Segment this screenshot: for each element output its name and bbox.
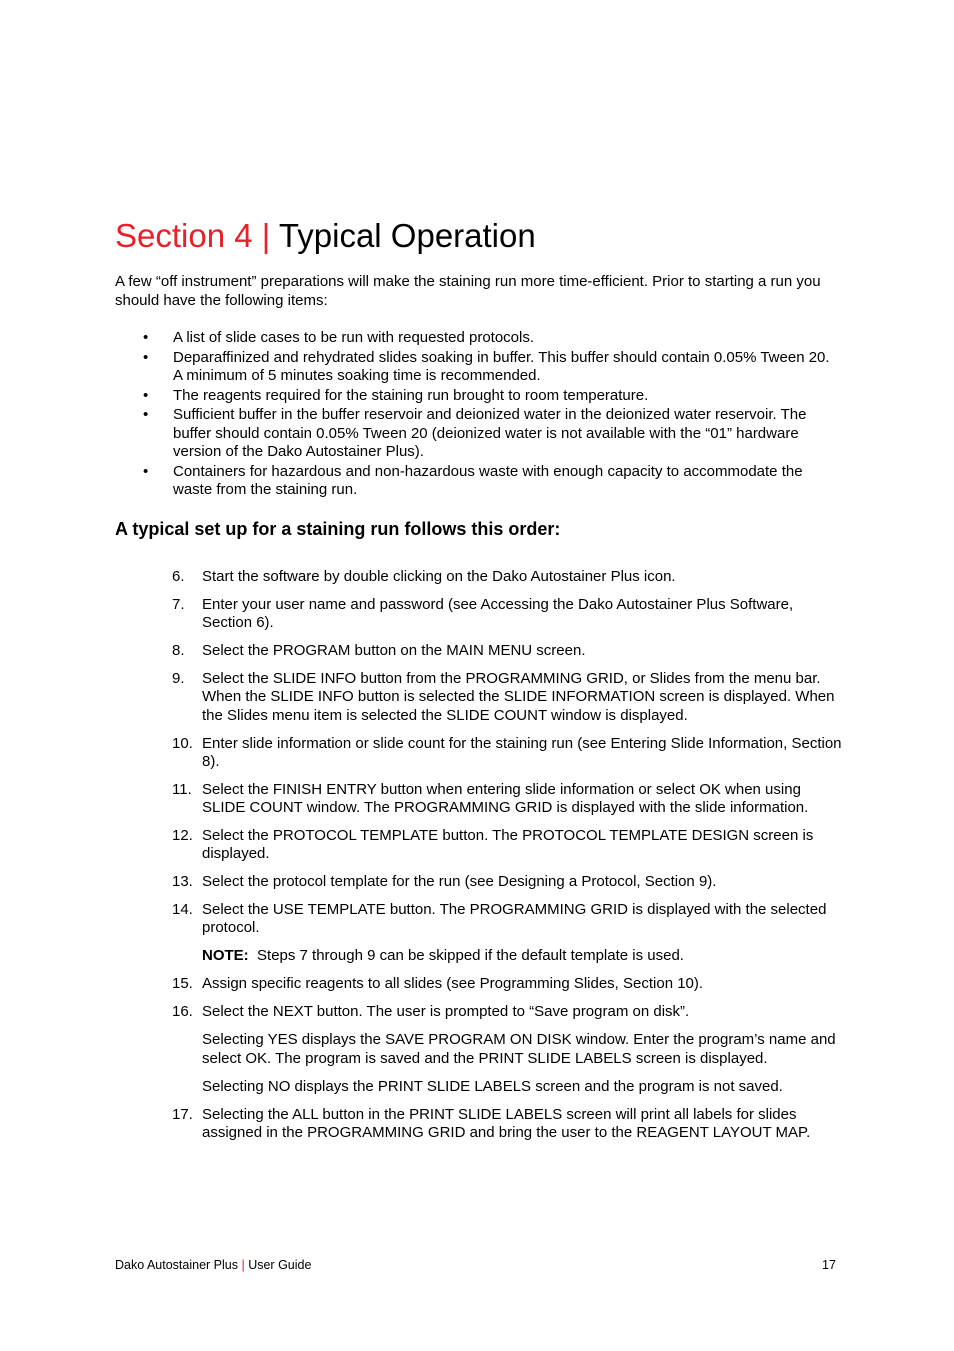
footer-product: Dako Autostainer Plus — [115, 1258, 238, 1272]
step-item — [172, 735, 842, 771]
step-item — [172, 596, 842, 632]
step-text: Select the USE TEMPLATE button. The PROGRAMMING GRID is displayed with the selected protocol. — [202, 901, 827, 937]
list-item — [115, 329, 835, 348]
step-text: Start the software by double clicking on the Dako Autostainer Plus icon. — [202, 568, 676, 585]
note-label: NOTE: — [202, 947, 249, 965]
step-item — [172, 1106, 842, 1142]
step-number: 6. — [172, 568, 185, 585]
section-number: Section 4 — [115, 217, 253, 254]
step-number: 17. — [172, 1105, 193, 1123]
step-number: 8. — [172, 642, 185, 660]
page-number: 17 — [822, 1258, 836, 1272]
step-item — [172, 568, 842, 586]
step-text: Enter slide information or slide count for the staining run (see Entering Slide Information, Section 8). — [202, 734, 842, 770]
list-item-text: Containers for hazardous and non-hazardous waste with enough capacity to accommodate the waste from the staining run. — [173, 462, 803, 498]
step-text: Select the protocol template for the run (see Designing a Protocol, Section 9). — [202, 873, 717, 891]
preparation-list — [115, 329, 835, 501]
step-number: 16. — [172, 1003, 193, 1021]
step-text: Select the SLIDE INFO button from the PROGRAMMING GRID, or Slides from the menu bar. When the SLIDE INFO button is selected the SLIDE INFORMATION screen is displayed. When the Slides menu item is selected the SLIDE COUNT window is displayed. — [202, 670, 835, 724]
setup-steps-list — [172, 568, 842, 1152]
list-item-text: Sufficient buffer in the buffer reservoir and deionized water in the deionized water reservoir. The buffer should contain 0.05% Tween 20 (deionized water is not available with the “01” hardware version of the Dako Autostainer Plus). — [173, 406, 807, 460]
footer-document-title — [115, 1258, 311, 1273]
step-text: Select the PROTOCOL TEMPLATE button. The PROTOCOL TEMPLATE DESIGN screen is displayed. — [202, 827, 814, 863]
step-text: Assign specific reagents to all slides (see Programming Slides, Section 10). — [202, 975, 704, 993]
step-item — [172, 827, 842, 863]
step-number: 13. — [172, 873, 193, 891]
step-number: 10. — [172, 734, 193, 752]
setup-subheading: A typical set up for a staining run follows this order: — [115, 519, 561, 539]
bullet-icon: • — [143, 386, 149, 404]
note-text: Steps 7 through 9 can be skipped if the default template is used. — [257, 947, 684, 965]
step-detail-paragraph: Selecting NO displays the PRINT SLIDE LABELS screen and the program is not saved. — [202, 1077, 783, 1095]
step-item — [172, 873, 842, 891]
list-item-text: The reagents required for the staining run brought to room temperature. — [173, 386, 649, 404]
bullet-icon: • — [143, 348, 149, 366]
step-detail-paragraph: Selecting YES displays the SAVE PROGRAM ON DISK window. Enter the program’s name and select OK. The program is saved and the PRINT SLIDE LABELS screen is displayed. — [202, 1031, 836, 1067]
page-title — [115, 216, 536, 256]
step-item — [172, 781, 842, 817]
footer-doc: User Guide — [248, 1258, 312, 1272]
list-item — [115, 387, 835, 406]
step-number: 7. — [172, 596, 185, 613]
step-number: 12. — [172, 827, 193, 845]
step-number: 9. — [172, 670, 185, 688]
step-text: Select the PROGRAM button on the MAIN MENU screen. — [202, 642, 586, 660]
step-item — [172, 1003, 842, 1021]
step-text: Selecting the ALL button in the PRINT SLIDE LABELS screen will print all labels for slides assigned in the PROGRAMMING GRID and bring the user to the REAGENT LAYOUT MAP. — [202, 1105, 811, 1141]
list-item-text: A list of slide cases to be run with requested protocols. — [173, 329, 535, 346]
step-number: 11. — [172, 780, 192, 798]
step-item — [172, 901, 842, 937]
section-name: Typical Operation — [278, 217, 536, 254]
step-text: Select the FINISH ENTRY button when entering slide information or select OK when using SLIDE COUNT window. The PROGRAMMING GRID is displayed with the slide information. — [202, 780, 809, 817]
list-item — [115, 463, 835, 500]
bullet-icon: • — [143, 329, 149, 346]
title-separator: | — [252, 217, 279, 254]
step-item — [172, 975, 842, 993]
note-paragraph — [172, 947, 842, 965]
step-number: 14. — [172, 901, 193, 919]
step-item — [172, 670, 842, 725]
bullet-icon: • — [143, 462, 149, 480]
step-text: Enter your user name and password (see Accessing the Dako Autostainer Plus Software, Section 6). — [202, 596, 794, 632]
footer-separator: | — [238, 1258, 249, 1272]
intro-paragraph: A few “off instrument” preparations will make the staining run more time-efficient. Prior to starting a run you should have the following items: — [115, 273, 821, 309]
list-item — [115, 349, 835, 386]
bullet-icon: • — [143, 406, 149, 423]
step-text: Select the NEXT button. The user is prompted to “Save program on disk”. — [202, 1003, 690, 1021]
list-item — [115, 406, 835, 462]
step-item — [172, 642, 842, 660]
list-item-text: Deparaffinized and rehydrated slides soaking in buffer. This buffer should contain 0.05% Tween 20. A minimum of 5 minutes soaking time is recommended. — [173, 348, 830, 384]
step-number: 15. — [172, 975, 193, 993]
